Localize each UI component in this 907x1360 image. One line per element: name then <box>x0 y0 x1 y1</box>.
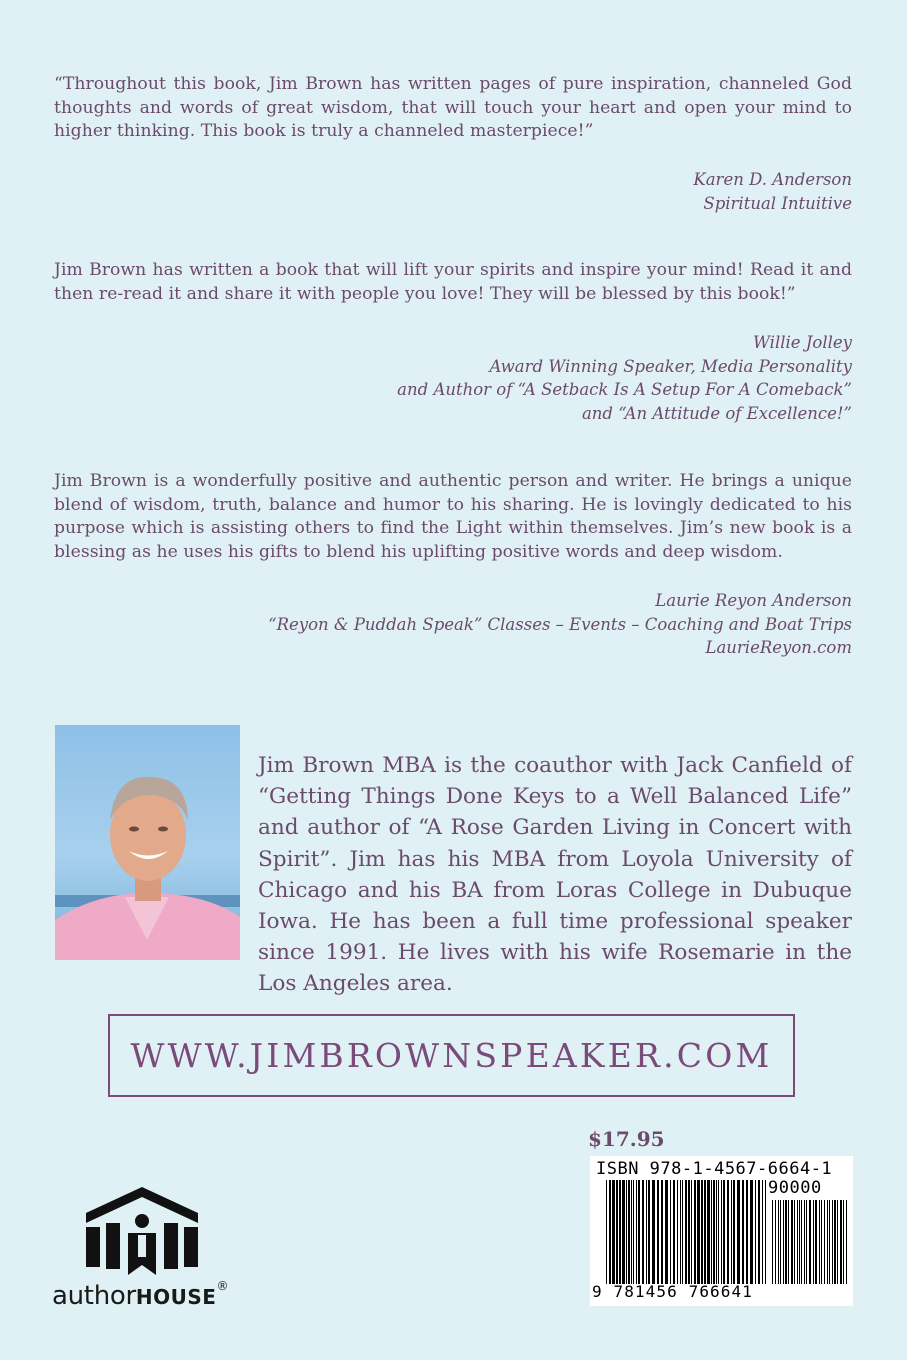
barcode-bar <box>799 1200 800 1284</box>
barcode-bar <box>727 1180 729 1284</box>
attribution-line: Award Winning Speaker, Media Personality <box>489 356 852 376</box>
attribution-line: Laurie Reyon Anderson <box>655 591 852 610</box>
price-code: 90000 <box>768 1178 822 1198</box>
barcode-bar <box>657 1180 659 1284</box>
barcode-bar <box>775 1200 776 1284</box>
barcode-bar <box>631 1180 632 1284</box>
publisher-name-prefix: author <box>52 1281 136 1311</box>
attribution-line: Willie Jolley <box>753 333 852 352</box>
barcode-bar <box>837 1200 838 1284</box>
barcode-bar <box>750 1180 753 1284</box>
barcode-bar <box>713 1180 715 1284</box>
barcode-bar <box>737 1180 740 1284</box>
barcode-bar <box>758 1180 760 1284</box>
attribution-line: LaurieReyon.com <box>705 638 852 658</box>
barcode-bar <box>622 1180 625 1284</box>
barcode-bar <box>701 1180 703 1284</box>
author-photo-illustration <box>55 725 240 960</box>
barcode-bar <box>646 1180 647 1284</box>
author-photo <box>55 725 240 960</box>
barcode-bar <box>824 1200 825 1284</box>
barcode-bar <box>742 1180 744 1284</box>
barcode-bar <box>642 1180 644 1284</box>
barcode-bar <box>665 1180 668 1284</box>
publisher-wordmark <box>52 1281 228 1311</box>
barcode-bar <box>815 1200 817 1284</box>
attribution-line: and Author of “A Setback Is A Setup For A Comeback” <box>397 380 852 400</box>
barcode-bar <box>780 1200 781 1284</box>
barcode-bar <box>827 1200 828 1284</box>
barcode-bar <box>688 1180 690 1284</box>
author-bio: Jim Brown MBA is the coauthor with Jack Canfield of “Getting Things Done Keys to a Well Balanced Life” and author of “A Rose Garden Living in Concert with Spirit”. Jim has his MBA from Loyola University of Chicago and his BA from Loras College in Dubuque Iowa. He has been a full time professional speaker since 1991. He lives with his wife Rosemarie in the Los Angeles area. <box>258 753 852 997</box>
barcode-bar <box>801 1200 802 1284</box>
website-url[interactable]: WWW.JIMBROWNSPEAKER.COM <box>130 1036 773 1075</box>
barcode-bar <box>638 1180 640 1284</box>
barcode-bar <box>746 1180 748 1284</box>
barcode-bar <box>606 1180 607 1284</box>
barcode-bar <box>636 1180 637 1284</box>
authorhouse-house-icon <box>82 1183 202 1281</box>
publisher-name-suffix: HOUSE <box>135 1285 217 1309</box>
endorsement-quote-1: “Throughout this book, Jim Brown has written pages of pure inspiration, channeled God thoughts and words of great wisdom, that will touch your heart and open your mind to higher thinking. This book is truly a channeled masterpiece!” <box>54 74 852 142</box>
barcode-bar <box>723 1180 725 1284</box>
barcode-bar <box>840 1200 842 1284</box>
registered-mark: ® <box>216 1279 229 1293</box>
barcode-bar <box>648 1180 650 1284</box>
attribution-line: “Reyon & Puddah Speak” Classes – Events – Coaching and Boat Trips <box>268 614 852 634</box>
barcode-bar <box>772 1200 773 1284</box>
barcode-bar <box>718 1180 719 1284</box>
barcode-bar <box>677 1180 678 1284</box>
barcode-bar <box>619 1180 621 1284</box>
barcode-bars-main <box>606 1180 766 1284</box>
barcode-bar <box>633 1180 634 1284</box>
barcode-bar <box>788 1200 789 1284</box>
endorsement-quote-3: Jim Brown is a wonderfully positive and authentic person and writer. He brings a unique blend of wisdom, truth, balance and humor to his sharing. He is lovingly dedicated to his purpose which is assisting others to find the Light within themselves. Jim’s new book is a blessing as he uses his gifts to blend his uplifting positive words and deep wisdom. <box>54 471 852 562</box>
barcode-bar <box>721 1180 722 1284</box>
barcode-bar <box>682 1180 683 1284</box>
barcode-bar <box>783 1200 784 1284</box>
barcode-bar <box>778 1200 779 1284</box>
barcode-bar <box>785 1200 787 1284</box>
barcode-bar <box>697 1180 700 1284</box>
barcode-bar <box>797 1200 798 1284</box>
barcode-bar <box>716 1180 717 1284</box>
barcode-bar <box>628 1180 630 1284</box>
endorsement-attribution-2 <box>152 331 852 425</box>
barcode-panel <box>590 1156 853 1306</box>
barcode-bar <box>821 1200 822 1284</box>
barcode-bar <box>609 1180 611 1284</box>
barcode-bar <box>691 1180 692 1284</box>
barcode-number: 9 781456 766641 <box>592 1282 753 1301</box>
barcode-bar <box>755 1180 756 1284</box>
barcode-bar <box>843 1200 844 1284</box>
barcode-bar <box>685 1180 687 1284</box>
barcode-bar <box>673 1180 675 1284</box>
barcode-bar <box>829 1200 830 1284</box>
barcode-bar <box>762 1180 763 1284</box>
website-box <box>108 1014 795 1097</box>
barcode-bar <box>809 1200 811 1284</box>
barcode-bar <box>804 1200 805 1284</box>
endorsement-attribution-3 <box>152 589 852 660</box>
isbn-text: ISBN 978-1-4567-6664-1 <box>596 1159 833 1179</box>
barcode-bar <box>834 1200 836 1284</box>
barcode-bar <box>846 1200 847 1284</box>
endorsement-quote-2: Jim Brown has written a book that will lift your spirits and inspire your mind! Read it and then re-read it and share it with people you love! They will be blessed by this book!” <box>54 260 852 304</box>
barcode-bar <box>694 1180 696 1284</box>
barcode-bar <box>661 1180 663 1284</box>
barcode-bars-addon <box>772 1200 847 1284</box>
barcode-bar <box>680 1180 681 1284</box>
attribution-line: Spiritual Intuitive <box>703 193 852 213</box>
barcode-bar <box>626 1180 627 1284</box>
barcode-bar <box>707 1180 710 1284</box>
barcode-bar <box>813 1200 814 1284</box>
barcode-bar <box>670 1180 671 1284</box>
barcode-bar <box>765 1180 766 1284</box>
price: $17.95 <box>588 1127 665 1151</box>
publisher-logo <box>52 1183 252 1313</box>
barcode-bar <box>612 1180 615 1284</box>
barcode-bar <box>731 1180 732 1284</box>
barcode-bar <box>791 1200 793 1284</box>
barcode-bar <box>711 1180 712 1284</box>
barcode-bar <box>819 1200 820 1284</box>
barcode-bar <box>832 1200 833 1284</box>
attribution-line: and “An Attitude of Excellence!” <box>581 403 852 423</box>
barcode-bar <box>652 1180 655 1284</box>
barcode-bar <box>704 1180 706 1284</box>
barcode-bar <box>794 1200 795 1284</box>
endorsement-attribution-1 <box>152 168 852 215</box>
barcode-bar <box>806 1200 807 1284</box>
barcode-bar <box>616 1180 618 1284</box>
barcode-bar <box>733 1180 735 1284</box>
attribution-line: Karen D. Anderson <box>693 170 852 189</box>
